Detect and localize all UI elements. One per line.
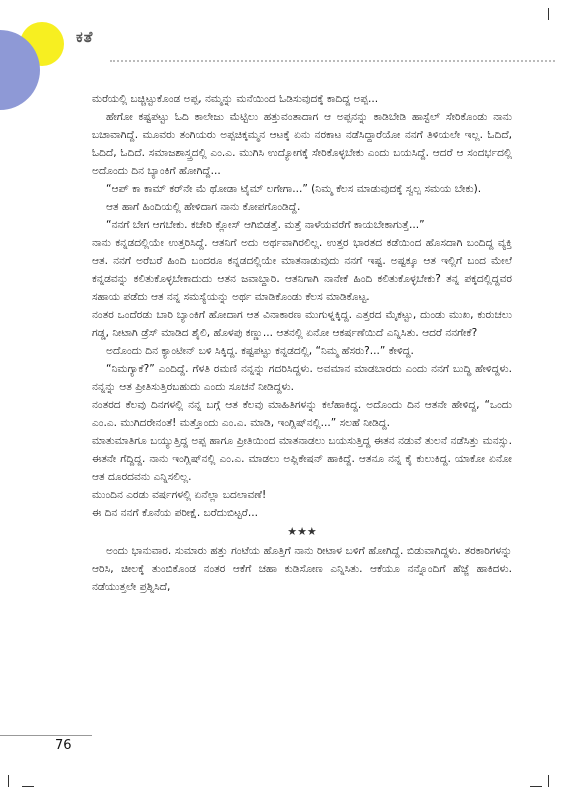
paragraph: “ಆಪ್ ಕಾ ಕಾಮ್ ಕರ್‌ನೇ ಮೆ ಥೋಡಾ ಟೈಮ್ ಲಗೇಗಾ...” (ನಿಮ್ಮ ಕೆಲಸ ಮಾಡುವುದಕ್ಕೆ ಸ್ವಲ್ಪ ಸಮಯ ಬೇಕು). — [106, 183, 482, 195]
header-dotted-rule — [110, 60, 555, 62]
crop-mark — [548, 775, 549, 787]
crop-mark — [8, 775, 9, 787]
paragraph: ಮರೆಯಲ್ಲಿ ಬಚ್ಚಿಟ್ಟುಕೊಂಡ ಅಪ್ಪ, ನಮ್ಮನ್ನು ಮನೆಯಿಂದ ಓಡಿಸುವುದಕ್ಕೆ ಕಾದಿದ್ದ ಅಪ್ಪ... — [92, 93, 379, 105]
paragraph: ನಂತರ ಒಂದೆರಡು ಬಾರಿ ಬ್ಯಾಂಕಿಗೆ ಹೋದಾಗ ಆತ ವಿನಾಕಾರಣ ಮುಗುಳ್ನಕ್ಕಿದ್ದ. ಎತ್ತರದ ಮೈಕಟ್ಟು, ದುಂಡು ಮುಖ, ಕುರುಚಲು ಗಡ್ಡ, ನೀಟಾಗಿ ಡ್ರೆಸ್ ಮಾಡಿದ ಶೈಲಿ, ಹೊಳಪು ಕಣ್ಣು... ಆತನಲ್ಲಿ ಏನೋ ಆಕರ್ಷಣೆಯಿದೆ ಎನ್ನಿಸಿತು. ಆದರೆ ನನಗೇಕೆ? — [92, 309, 512, 339]
footer-rule — [0, 735, 92, 736]
paragraph: ಆತ ಹಾಗೆ ಹಿಂದಿಯಲ್ಲಿ ಹೇಳಿದಾಗ ನಾನು ಕೋಪಗೊಂಡಿದ್ದೆ. — [106, 201, 301, 213]
paragraph: ನಾನು ಕನ್ನಡದಲ್ಲಿಯೇ ಉತ್ತರಿಸಿದ್ದೆ. ಆತನಿಗೆ ಅದು ಅರ್ಥವಾಗಿರಲಿಲ್ಲ. ಉತ್ತರ ಭಾರತದ ಕಡೆಯಿಂದ ಹೊಸದಾಗಿ ಬಂದಿದ್ದ ವ್ಯಕ್ತಿ ಆತ. ನನಗೆ ಅರೆಬರೆ ಹಿಂದಿ ಬಂದರೂ ಕನ್ನಡದಲ್ಲಿಯೇ ಮಾತನಾಡುವುದು ನನಗೆ ಇಷ್ಟ. ಅಷ್ಟಕ್ಕೂ ಆತ ಇಲ್ಲಿಗೆ ಬಂದ ಮೇಲೆ ಕನ್ನಡವನ್ನು ಕಲಿತುಕೊಳ್ಳಬೇಕಾದುದು ಆತನ ಜವಾಬ್ದಾರಿ. ಆತನಿಗಾಗಿ ನಾನೇಕೆ ಹಿಂದಿ ಕಲಿತುಕೊಳ್ಳಬೇಕು? ತನ್ನ ಪಕ್ಕದಲ್ಲಿದ್ದವರ ಸಹಾಯ ಪಡೆದು ಆತ ನನ್ನ ಸಮಸ್ಯೆಯನ್ನು ಅರ್ಥ ಮಾಡಿಕೊಂಡು ಕೆಲಸ ಮಾಡಿಕೊಟ್ಟ. — [92, 237, 512, 303]
paragraph: ನಂತರದ ಕೆಲವು ದಿನಗಳಲ್ಲಿ ನನ್ನ ಬಗ್ಗೆ ಆತ ಕೆಲವು ಮಾಹಿತಿಗಳನ್ನು ಕಲೆಹಾಕಿದ್ದ. ಅದೊಂದು ದಿನ ಆತನೇ ಹೇಳಿದ್ದ, “ಒಂದು ಎಂ.ಎ. ಮುಗಿದರೇನಂತೆ! ಮತ್ತೊಂದು ಎಂ.ಎ. ಮಾಡಿ, ಇಂಗ್ಲಿಷ್‌ನಲ್ಲಿ...” ಸಲಹೆ ನೀಡಿದ್ದ. — [92, 399, 512, 429]
paragraph: ಈ ದಿನ ನನಗೆ ಕೊನೆಯ ಪರೀಕ್ಷೆ. ಬರೆದುಬಿಟ್ಟರೆ... — [92, 507, 258, 519]
crop-mark — [530, 786, 542, 787]
article-body — [92, 90, 512, 596]
page-number: 76 — [55, 738, 72, 753]
paragraph: ಮುಂದಿನ ಎರಡು ವರ್ಷಗಳಲ್ಲಿ ಏನೆಲ್ಲಾ ಬದಲಾವಣೆ! — [92, 489, 267, 501]
paragraph: ಹೇಗೋ ಕಷ್ಟಪಟ್ಟು ಓದಿ ಕಾಲೇಜು ಮೆಟ್ಟಿಲು ಹತ್ತುವಂತಾದಾಗ ಆ ಅಪ್ಪನನ್ನು ಕಾಡಿಬೇಡಿ ಹಾಸ್ಟೆಲ್ ಸೇರಿಕೊಂಡು ನಾನು ಬಚಾವಾಗಿದ್ದೆ. ಮೂವರು ತಂಗಿಯರು ಅಪ್ಪಚಿಕ್ಕಮ್ಮನ ಆಟಕ್ಕೆ ಏನು ನರಕಾಟ ನಡೆಸಿದ್ದಾರೆಯೋ ನನಗೆ ತಿಳಿಯಲೇ ಇಲ್ಲ. ಓದಿದೆ, ಓದಿದೆ, ಓದಿದೆ. ಸಮಾಜಶಾಸ್ತ್ರದಲ್ಲಿ ಎಂ.ಎ. ಮುಗಿಸಿ ಉದ್ಯೋಗಕ್ಕೆ ಸೇರಿಕೊಳ್ಳಬೇಕು ಎಂದು ಬಯಸಿದ್ದೆ. ಆದರೆ ಆ ಸಂದರ್ಭದಲ್ಲಿ ಅದೊಂದು ದಿನ ಬ್ಯಾಂಕಿಗೆ ಹೋಗಿದ್ದೆ... — [92, 111, 512, 177]
crop-mark — [548, 8, 549, 20]
paragraph: “ನಿಮಗ್ಯಾಕೆ?” ಎಂದಿದ್ದೆ. ಗೆಳತಿ ರಮಣಿ ನನ್ನನ್ನು ಗದರಿಸಿದ್ದಳು. ಅವಮಾನ ಮಾಡಬಾರದು ಎಂದು ನನಗೆ ಬುದ್ಧಿ ಹೇಳಿದ್ದಳು. ನನ್ನನ್ನು ಆತ ಪ್ರೀತಿಸುತ್ತಿರಬಹುದು ಎಂದು ಸೂಚನೆ ನೀಡಿದ್ದಳು. — [92, 363, 512, 393]
section-label: ಕತೆ — [76, 28, 94, 46]
section-separator: ★★★ — [287, 525, 317, 538]
paragraph: “ನನಗೆ ಬೇಗ ಆಗಬೇಕು. ಕಚೇರಿ ಕ್ಲೋಸ್ ಆಗಿಬಿಡತ್ತೆ. ಮತ್ತೆ ನಾಳೆಯವರೆಗೆ ಕಾಯಬೇಕಾಗುತ್ತೆ...” — [106, 219, 425, 231]
paragraph: ಅದೊಂದು ದಿನ ಕ್ಯಾಂಟೀನ್ ಬಳಿ ಸಿಕ್ಕಿದ್ದ. ಕಷ್ಟಪಟ್ಟು ಕನ್ನಡದಲ್ಲಿ, “ನಿಮ್ಮ ಹೆಸರು?...” ಕೇಳಿದ್ದ. — [106, 345, 414, 357]
crop-mark — [22, 786, 34, 787]
paragraph: ಅಂದು ಭಾನುವಾರ. ಸುಮಾರು ಹತ್ತು ಗಂಟೆಯ ಹೊತ್ತಿಗೆ ನಾನು ರೀಟಾಳ ಬಳಿಗೆ ಹೋಗಿದ್ದೆ. ಬಿಡುವಾಗಿದ್ದಳು. ತರಕಾರಿಗಳನ್ನು ಆರಿಸಿ, ಚೀಲಕ್ಕೆ ತುಂಬಿಕೊಂಡ ನಂತರ ಆಕೆಗೆ ಚಹಾ ಕುಡಿಸೋಣ ಎನ್ನಿಸಿತು. ಆಕೆಯೂ ನನ್ನೊಂದಿಗೆ ಹೆಜ್ಜೆ ಹಾಕಿದಳು. ನಡೆಯುತ್ತಲೇ ಪ್ರಶ್ನಿಸಿದೆ, — [92, 545, 512, 593]
paragraph: ಮಾತುಮಾತಿಗೂ ಬಯ್ಯುತ್ತಿದ್ದ ಅಪ್ಪ ಹಾಗೂ ಪ್ರೀತಿಯಿಂದ ಮಾತನಾಡಲು ಬಯಸುತ್ತಿದ್ದ ಈತನ ನಡುವೆ ತುಲನೆ ನಡೆಸಿತ್ತು ಮನಸ್ಸು. ಈತನೇ ಗೆದ್ದಿದ್ದ. ನಾನು ಇಂಗ್ಲಿಷ್‌ನಲ್ಲಿ ಎಂ.ಎ. ಮಾಡಲು ಅಪ್ಲಿಕೇಷನ್ ಹಾಕಿದ್ದೆ. ಆತನೂ ನನ್ನ ಕೈ ಕುಲುಕಿದ್ದ. ಯಾಕೋ ಏನೋ ಆತ ದೂರದವನು ಎನ್ನಿಸಲಿಲ್ಲ. — [92, 435, 512, 483]
